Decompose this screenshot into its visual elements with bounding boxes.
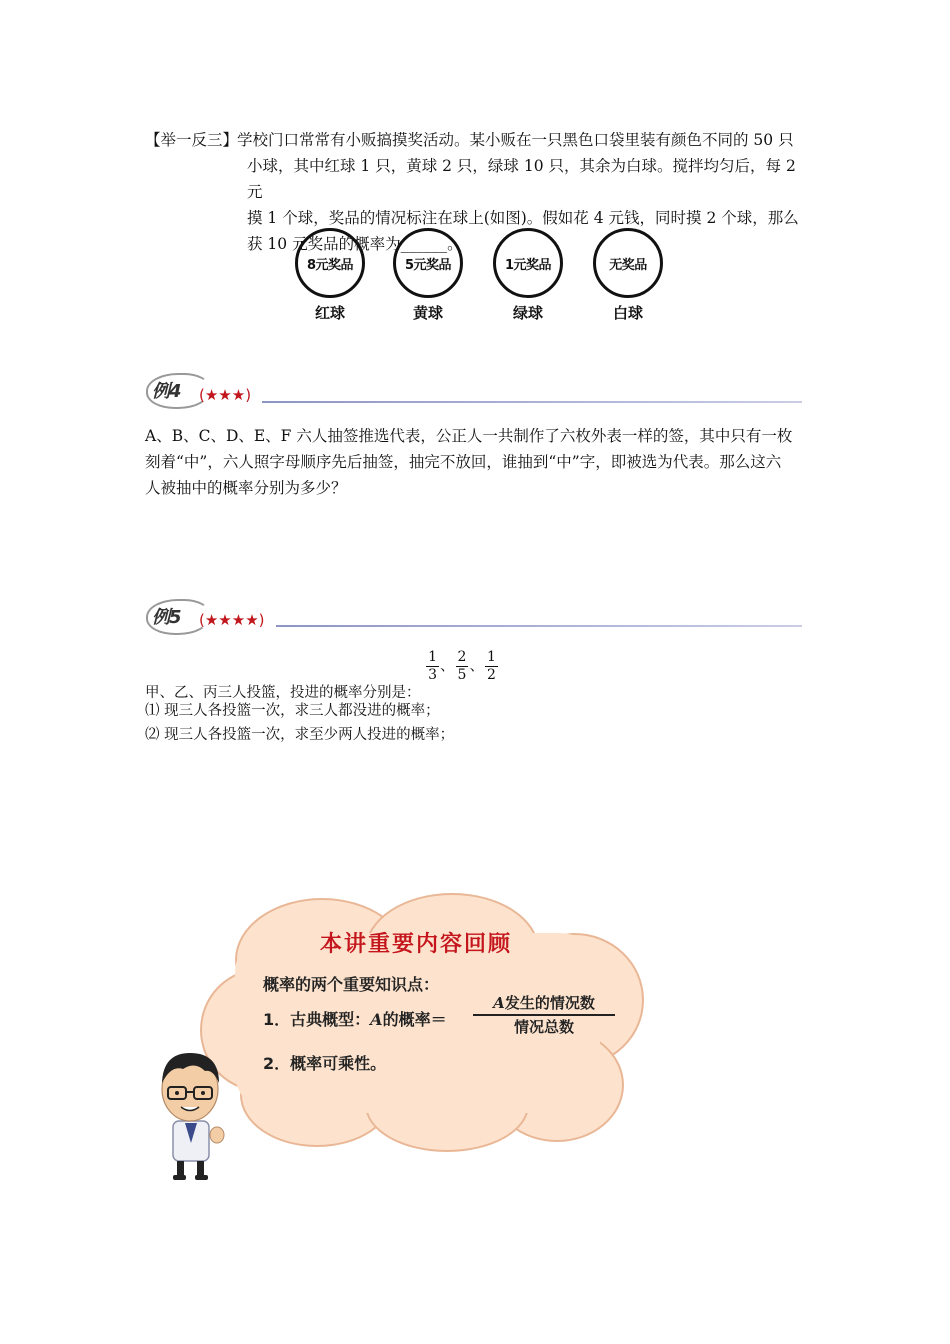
example4-badge: [152, 377, 181, 403]
ball-green-prize: 1元奖品: [504, 257, 552, 273]
practice-line-1: 学校门口常常有小贩搞摸奖活动。某小贩在一只黑色口袋里装有颜色不同的 50 只: [237, 131, 794, 149]
ball-red: [275, 228, 385, 323]
ball-white-prize: 无奖品: [609, 257, 647, 273]
practice-tag: 【举一反三】: [145, 131, 239, 149]
example4-divider: [262, 401, 802, 403]
example5-badge: [152, 603, 181, 629]
fraction-1: [426, 649, 439, 684]
review-item1-var: A: [370, 1010, 383, 1029]
example4-text: [145, 423, 810, 501]
review-item-1: [263, 1007, 447, 1030]
review-item1-prefix: 1．古典概型：: [263, 1010, 371, 1029]
review-graphic: [145, 893, 650, 1183]
ball-white-circle: [593, 228, 663, 298]
ball-red-label: 红球: [314, 304, 345, 322]
ball-red-prize: 8元奖品: [306, 257, 354, 273]
example4-line-1: A、B、C、D、E、F 六人抽签推选代表，公正人一共制作了六枚外表一样的签，其中只有一枚: [145, 427, 793, 445]
fraction-3-den: 2: [486, 667, 496, 683]
review-fraction-num-var: A: [493, 994, 505, 1012]
example4-badge-text: 例4: [152, 381, 181, 402]
practice-line-3: 摸 1 个球，奖品的情况标注在球上(如图)。假如花 4 元钱，同时摸 2 个球，那么: [247, 209, 799, 227]
review-title: 本讲重要内容回顾: [320, 932, 513, 957]
ball-red-circle: [295, 228, 365, 298]
teacher-cartoon-icon: [145, 1043, 235, 1183]
example4-stars: (★★★): [199, 386, 252, 404]
example5-q2: ⑵ 现三人各投篮一次，求至少两人投进的概率；: [145, 727, 455, 743]
review-subtitle: 概率的两个重要知识点：: [263, 975, 440, 994]
ball-yellow: [373, 228, 483, 323]
fraction-sep-2: 、: [469, 658, 484, 675]
review-fraction: [473, 993, 615, 1037]
ball-white-label: 白球: [612, 304, 643, 322]
example5-badge-text: 例5: [152, 607, 181, 628]
ball-yellow-label: 黄球: [412, 304, 443, 322]
review-item-2: 2．概率可乘性。: [263, 1054, 387, 1073]
example5-divider: [276, 625, 802, 627]
fraction-1-den: 3: [428, 667, 438, 683]
review-fraction-num-text: 发生的情况数: [504, 994, 595, 1012]
example4-line-2: 刻着“中”，六人照字母顺序先后抽签，抽完不放回，谁抽到“中”字，即被选为代表。那么这六: [145, 453, 782, 471]
ball-green-circle: [493, 228, 563, 298]
fraction-2: [456, 649, 469, 684]
example5-intro-row: [145, 649, 499, 701]
fraction-1-num: 1: [428, 649, 438, 665]
ball-green-label: 绿球: [512, 304, 543, 322]
ball-yellow-circle: [393, 228, 463, 298]
example4-line-3: 人被抽中的概率分别为多少？: [145, 479, 347, 497]
example5-q1: ⑴ 现三人各投篮一次，求三人都没进的概率；: [145, 703, 440, 719]
fraction-3: [485, 649, 498, 684]
ball-white: [573, 228, 683, 323]
example5-stars: (★★★★): [199, 611, 265, 629]
ball-green: [473, 228, 583, 323]
fraction-2-den: 5: [457, 667, 467, 683]
review-fraction-num: [473, 993, 615, 1016]
practice-line-2: 小球，其中红球 1 只，黄球 2 只，绿球 10 只，其余为白球。搅拌均匀后，每 2 元: [247, 157, 796, 201]
fraction-2-num: 2: [457, 649, 467, 665]
review-fraction-den: 情况总数: [513, 1018, 574, 1036]
example5-intro: 甲、乙、丙三人投篮，投进的概率分别是：: [145, 684, 421, 701]
review-item1-mid: 的概率＝: [382, 1010, 447, 1029]
fraction-3-num: 1: [486, 649, 496, 665]
practice-line-4: 获 10 元奖品的概率为______。: [247, 235, 463, 253]
fraction-sep-1: 、: [440, 658, 455, 675]
ball-yellow-prize: 5元奖品: [404, 257, 452, 273]
